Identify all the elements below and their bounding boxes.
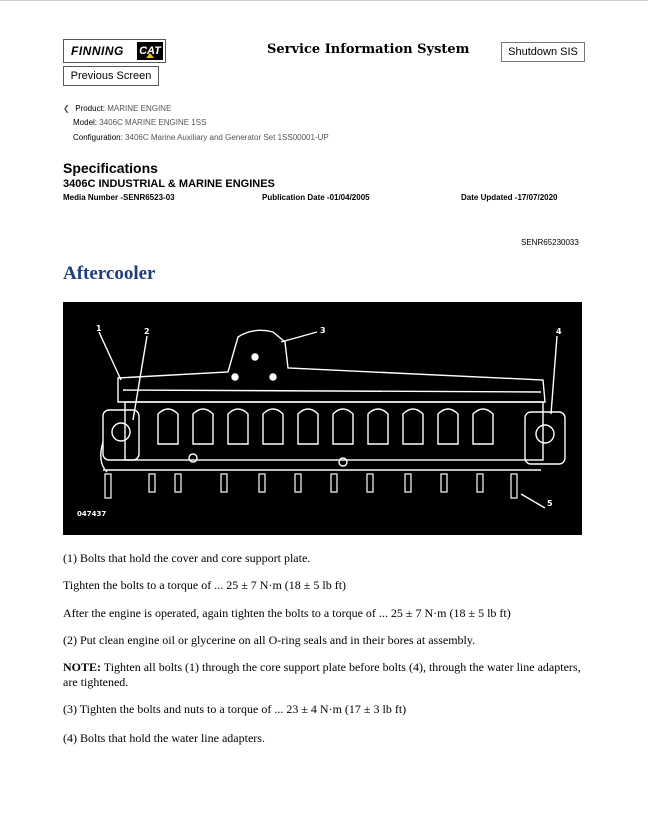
logo-text: FINNING bbox=[71, 44, 124, 58]
model-value: 3406C MARINE ENGINE 1SS bbox=[99, 118, 207, 127]
shutdown-sis-button[interactable]: Shutdown SIS bbox=[501, 42, 585, 62]
media-number: Media Number -SENR6523-03 bbox=[63, 193, 175, 202]
note-paragraph bbox=[63, 660, 583, 690]
callout-1: 1 bbox=[96, 324, 102, 333]
configuration-value: 3406C Marine Auxiliary and Generator Set 1SS00001-UP bbox=[125, 133, 329, 142]
callout-5: 5 bbox=[547, 499, 553, 508]
aftercooler-illustration bbox=[63, 302, 582, 535]
document-title: Specifications bbox=[63, 160, 158, 176]
product-line bbox=[63, 104, 171, 113]
publication-date: Publication Date -01/04/2005 bbox=[262, 193, 370, 202]
paragraph-bolts-cover: (1) Bolts that hold the cover and core support plate. bbox=[63, 551, 311, 565]
finning-cat-logo bbox=[63, 39, 166, 63]
note-text: Tighten all bolts (1) through the core support plate before bolts (4), through the water line adapters, are tightened. bbox=[63, 660, 581, 689]
top-divider bbox=[0, 0, 648, 1]
cat-badge: CAT bbox=[137, 42, 163, 60]
paragraph-torque-1: Tighten the bolts to a torque of ... 25 ± 7 N·m (18 ± 5 lb ft) bbox=[63, 578, 347, 592]
page-title: Service Information System bbox=[267, 42, 470, 57]
date-updated: Date Updated -17/07/2020 bbox=[461, 193, 558, 202]
callout-4: 4 bbox=[556, 327, 562, 336]
paragraph-oring-seals: (2) Put clean engine oil or glycerine on all O-ring seals and in their bores at assembly. bbox=[63, 633, 476, 647]
back-arrow-icon[interactable]: ❮ bbox=[63, 104, 70, 113]
document-subtitle: 3406C INDUSTRIAL & MARINE ENGINES bbox=[63, 178, 275, 190]
note-label: NOTE: bbox=[63, 660, 102, 674]
model-line bbox=[73, 118, 206, 127]
callout-3: 3 bbox=[320, 326, 326, 335]
figure-code: 047437 bbox=[77, 510, 107, 518]
configuration-label: Configuration: bbox=[73, 133, 123, 142]
paragraph-water-line-bolts: (4) Bolts that hold the water line adapters. bbox=[63, 731, 265, 745]
product-label: Product: bbox=[75, 104, 106, 113]
callout-2: 2 bbox=[144, 327, 150, 336]
product-value: MARINE ENGINE bbox=[107, 104, 172, 113]
previous-screen-button[interactable]: Previous Screen bbox=[63, 66, 159, 86]
configuration-line bbox=[73, 133, 329, 142]
model-label: Model: bbox=[73, 118, 98, 127]
paragraph-torque-after-operation: After the engine is operated, again tighten the bolts to a torque of ... 25 ± 7 N·m (18 ± 5 lb ft) bbox=[63, 606, 511, 620]
section-title: Aftercooler bbox=[63, 263, 156, 284]
document-id: SENR65230033 bbox=[521, 238, 579, 247]
paragraph-torque-nuts: (3) Tighten the bolts and nuts to a torque of ... 23 ± 4 N·m (17 ± 3 lb ft) bbox=[63, 702, 407, 716]
